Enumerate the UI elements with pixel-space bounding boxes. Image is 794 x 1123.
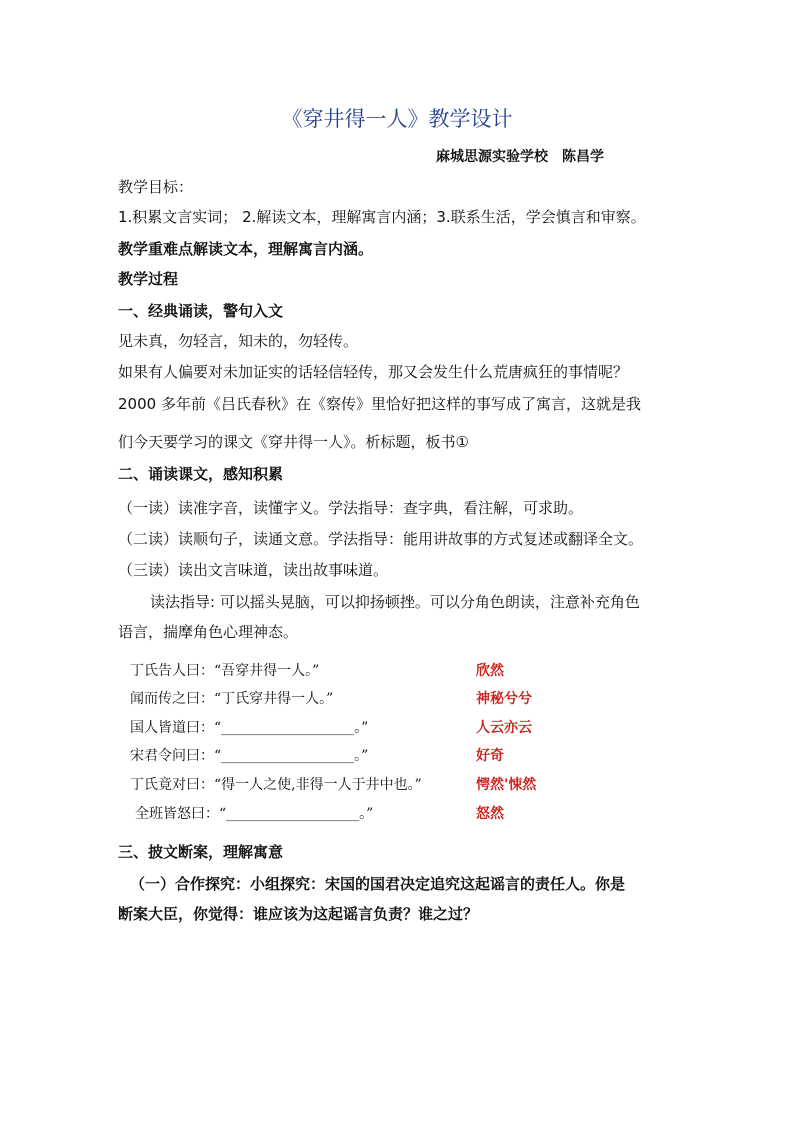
dialogue-annotation: 人云亦云 xyxy=(476,720,532,736)
intro-paragraph-line-2: 2000 多年前《吕氏春秋》在《察传》里恰好把这样的事写成了寓言，这就是我 xyxy=(118,395,641,413)
dialogue-annotation: 欣然 xyxy=(476,663,504,679)
dialogue-quote: “___________________。” xyxy=(214,748,369,764)
dialogue-speaker: 宋君令问曰： xyxy=(130,748,214,764)
dialogue-row xyxy=(130,745,368,765)
dialogue-row xyxy=(130,717,368,737)
process-heading: 教学过程 xyxy=(118,270,179,288)
author-line: 麻城思源实验学校 陈昌学 xyxy=(436,149,604,165)
section-1-heading: 一、经典诵读，警句入文 xyxy=(118,302,284,320)
dialogue-quote: “得一人之使,非得一人于井中也。” xyxy=(214,777,422,793)
dialogue-annotation: 愕然'悚然 xyxy=(476,777,537,793)
dialogue-quote: “丁氏穿井得一人。” xyxy=(214,691,334,707)
dialogue-speaker: 丁氏竟对曰： xyxy=(130,777,214,793)
section-3-paragraph-line-1: （一）合作探究：小组探究：宋国的国君决定追究这起谣言的责任人。你是 xyxy=(130,875,626,893)
section-3-paragraph-line-2: 断案大臣，你觉得：谁应该为这起谣言负责？谁之过？ xyxy=(118,905,479,923)
dialogue-speaker: 闻而传之曰： xyxy=(130,691,214,707)
dialogue-speaker: 丁氏告人曰： xyxy=(130,663,214,679)
objectives-list: 1.积累文言实词； 2.解读文本，理解寓言内涵；3.联系生活，学会慎言和审察。 xyxy=(118,208,646,226)
dialogue-row xyxy=(130,660,319,680)
section-3-heading: 三、披文断案，理解寓意 xyxy=(118,843,284,861)
reading-step-3: （三读）读出文言味道，读出故事味道。 xyxy=(118,561,389,579)
dialogue-annotation: 怒然 xyxy=(476,806,504,822)
dialogue-row xyxy=(130,774,422,794)
dialogue-quote: “吾穿井得一人。” xyxy=(214,663,320,679)
dialogue-speaker: 全班皆怒曰： xyxy=(135,806,219,822)
dialogue-quote: “___________________。” xyxy=(214,720,369,736)
intro-paragraph-line-3: 们今天要学习的课文《穿井得一人》。析标题，板书① xyxy=(118,433,469,451)
dialogue-annotation: 好奇 xyxy=(476,748,504,764)
dialogue-row xyxy=(135,803,373,823)
objectives-heading: 教学目标： xyxy=(118,178,194,196)
dialogue-speaker: 国人皆道曰： xyxy=(130,720,214,736)
dialogue-row xyxy=(130,688,333,708)
reading-step-2: （二读）读顺句子，读通文意。学法指导：能用讲故事的方式复述或翻译全文。 xyxy=(118,530,644,548)
document-title: 《穿井得一人》教学设计 xyxy=(281,107,513,131)
section-2-heading: 二、诵读课文，感知积累 xyxy=(118,465,284,483)
reading-guide-line-2: 语言，揣摩角色心理神态。 xyxy=(118,623,299,641)
dialogue-quote: “___________________。” xyxy=(219,806,374,822)
key-points: 教学重难点解读文本，理解寓言内涵。 xyxy=(118,240,374,258)
dialogue-annotation: 神秘兮兮 xyxy=(476,691,532,707)
reading-step-1: （一读）读准字音，读懂字义。学法指导：查字典，看注解，可求助。 xyxy=(118,499,584,517)
intro-paragraph-line-1: 如果有人偏要对未加证实的话轻信轻传，那又会发生什么荒唐疯狂的事情呢？ xyxy=(118,363,629,381)
proverb-line: 见未真，勿轻言，知未的，勿轻传。 xyxy=(118,332,359,350)
reading-guide-line-1: 读法指导: 可以摇头晃脑，可以抑扬顿挫。可以分角色朗读，注意补充角色 xyxy=(150,593,640,611)
